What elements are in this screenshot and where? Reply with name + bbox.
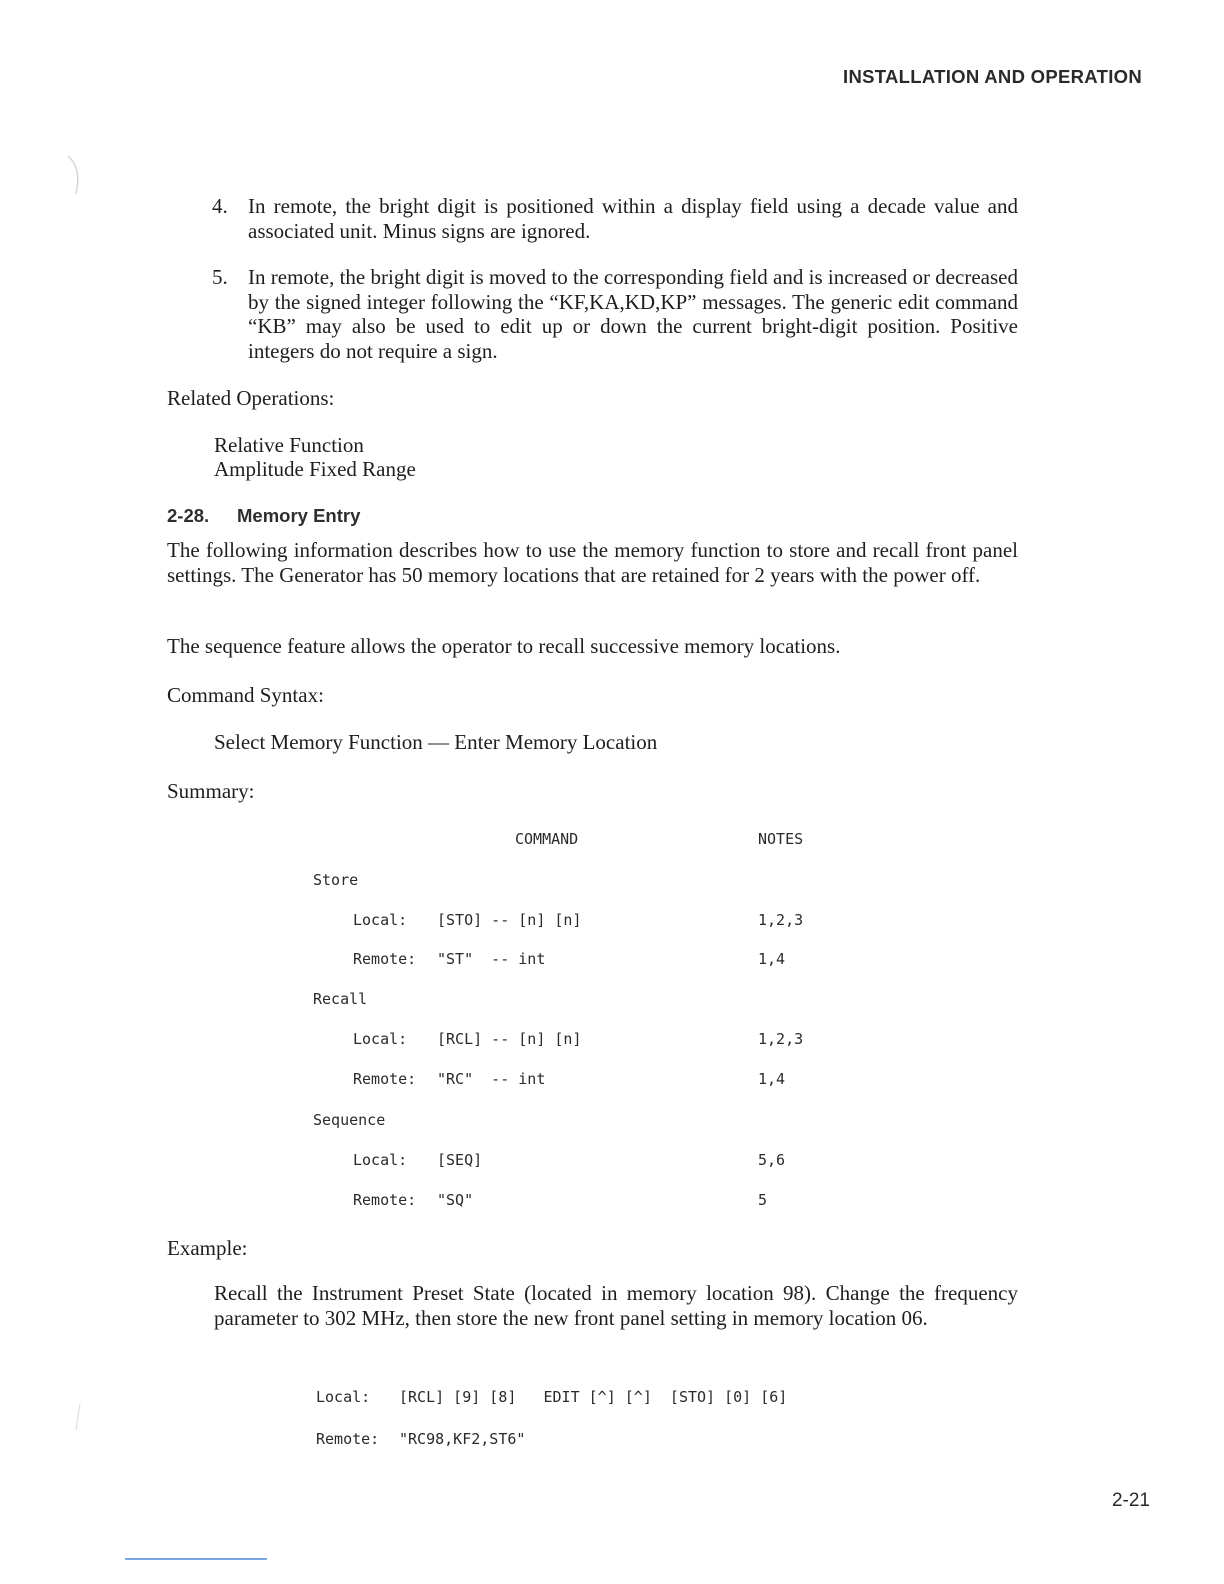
summary-row-notes: 1,4 [758,1070,786,1088]
list-item-5-number: 5. [212,265,228,289]
section-number: 2-28. [167,505,210,526]
example-remote-label: Remote: [316,1430,380,1448]
example-text: Recall the Instrument Preset State (located in memory location 98). Change the frequency parameter to 302 MHz, then store the new front panel setting in memory location 06. [214,1281,1018,1330]
example-remote-value: "RC98,KF2,ST6" [399,1430,526,1448]
related-item-amplitude-fixed-range: Amplitude Fixed Range [214,457,416,481]
summary-row-notes: 5,6 [758,1151,786,1169]
summary-row-mode: Remote: [353,1191,417,1209]
summary-row-mode: Local: [353,911,408,929]
summary-group-recall: Recall [313,990,368,1008]
section-title: Memory Entry [237,505,361,526]
summary-row-notes: 1,4 [758,950,786,968]
summary-label: Summary: [167,779,255,803]
summary-row-command: [STO] -- [n] [n] [437,911,582,929]
example-local-value: [RCL] [9] [8] EDIT [^] [^] [STO] [0] [6] [399,1388,788,1406]
scan-edge-line [125,1558,267,1560]
summary-row-mode: Local: [353,1030,408,1048]
page-number: 2-21 [1111,1490,1150,1511]
scan-mark-decoration [62,1400,92,1440]
summary-row-command: "ST" -- int [437,950,546,968]
summary-group-store: Store [313,871,359,889]
scan-mark-decoration [60,150,90,210]
summary-header-notes: NOTES [758,830,804,848]
list-item-5-text: In remote, the bright digit is moved to the corresponding field and is increased or decreased by the signed integer following the “KF,KA,KD,KP” messages. The generic edit command “KB” may also be used to edit up or down the current bright-digit position. Positive integers do not require a sign. [248,265,1018,363]
command-syntax-label: Command Syntax: [167,683,324,707]
list-item-4-number: 4. [212,194,228,218]
related-operations-label: Related Operations: [167,386,335,410]
summary-row-command: "SQ" [437,1191,474,1209]
example-label: Example: [167,1236,248,1260]
summary-row-command: [SEQ] [437,1151,483,1169]
summary-header-command: COMMAND [515,830,579,848]
example-local-label: Local: [316,1388,371,1406]
summary-row-mode: Remote: [353,1070,417,1088]
summary-group-sequence: Sequence [313,1111,386,1129]
summary-row-mode: Remote: [353,950,417,968]
memory-description-paragraph: The following information describes how to use the memory function to store and recall front panel settings. The Generator has 50 memory locations that are retained for 2 years with the power off. [167,538,1018,587]
summary-row-notes: 5 [758,1191,768,1209]
summary-row-notes: 1,2,3 [758,1030,804,1048]
running-header: INSTALLATION AND OPERATION [843,66,1142,87]
summary-row-notes: 1,2,3 [758,911,804,929]
section-heading [167,505,360,527]
list-item-4-text: In remote, the bright digit is positioned within a display field using a decade value and associated unit. Minus signs are ignored. [248,194,1018,243]
summary-row-command: [RCL] -- [n] [n] [437,1030,582,1048]
command-syntax-text: Select Memory Function — Enter Memory Location [214,730,658,754]
summary-row-mode: Local: [353,1151,408,1169]
summary-row-command: "RC" -- int [437,1070,546,1088]
related-item-relative-function: Relative Function [214,433,364,457]
sequence-paragraph: The sequence feature allows the operator to recall successive memory locations. [167,634,841,658]
